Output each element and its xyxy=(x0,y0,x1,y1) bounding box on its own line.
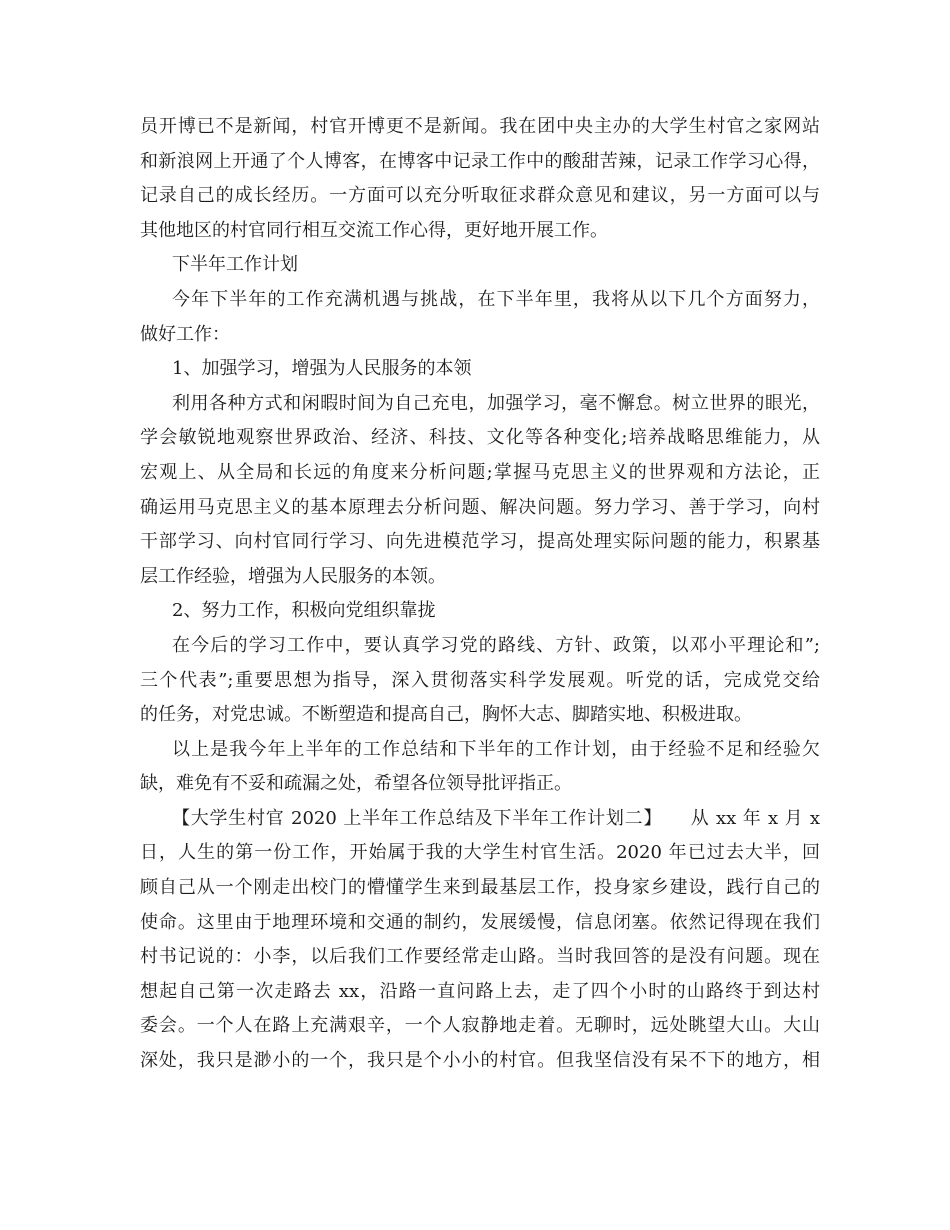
text-line: 层工作经验，增强为人民服务的本领。 xyxy=(140,565,446,587)
text-line: 以上是我今年上半年的工作总结和下半年的工作计划，由于经验不足和经验欠 xyxy=(172,738,820,760)
text-line: 下半年工作计划 xyxy=(172,254,298,276)
text-line: 员开博已不是新闻，村官开博更不是新闻。我在团中央主办的大学生村官之家网站 xyxy=(140,116,820,137)
text-line: 三个代表”;重要思想为指导，深入贯彻落实科学发展观。听党的话，完成党交给 xyxy=(140,669,820,691)
text-line: 村书记说的：小李，以后我们工作要经常走山路。当时我回答的是没有问题。现在 xyxy=(140,946,820,968)
text-line: 干部学习、向村官同行学习、向先进模范学习，提高处理实际问题的能力，积累基 xyxy=(140,531,820,553)
text-line: 和新浪网上开通了个人博客，在博客中记录工作中的酸甜苦辣，记录工作学习心得， xyxy=(140,150,820,172)
text-line: 【大学生村官 2020 上半年工作总结及下半年工作计划二】 从 xx 年 x 月 x xyxy=(172,807,820,829)
text-line: 深处，我只是渺小的一个，我只是个小小的村官。但我坚信没有呆不下的地方，相 xyxy=(140,1050,820,1072)
text-line: 缺，难免有不妥和疏漏之处，希望各位领导批评指正。 xyxy=(140,773,572,795)
text-line: 做好工作： xyxy=(140,323,230,345)
text-line: 利用各种方式和闲暇时间为自己充电，加强学习，毫不懈怠。树立世界的眼光， xyxy=(172,392,820,414)
text-line: 在今后的学习工作中，要认真学习党的路线、方针、政策，以邓小平理论和”; xyxy=(172,634,820,656)
text-line: 记录自己的成长经历。一方面可以充分听取征求群众意见和建议，另一方面可以与 xyxy=(140,185,820,207)
text-line: 确运用马克思主义的基本原理去分析问题、解决问题。努力学习、善于学习，向村 xyxy=(140,496,820,518)
text-line: 学会敏锐地观察世界政治、经济、科技、文化等各种变化;培养战略思维能力，从 xyxy=(140,427,820,449)
text-line: 宏观上、从全局和长远的角度来分析问题;掌握马克思主义的世界观和方法论，正 xyxy=(140,461,820,483)
text-line: 使命。这里由于地理环境和交通的制约，发展缓慢，信息闭塞。依然记得现在我们 xyxy=(140,911,820,933)
text-line: 今年下半年的工作充满机遇与挑战，在下半年里，我将从以下几个方面努力， xyxy=(172,288,820,310)
document-page xyxy=(140,110,820,1079)
text-line: 委会。一个人在路上充满艰辛，一个人寂静地走着。无聊时，远处眺望大山。大山 xyxy=(140,1015,820,1037)
text-line: 的任务，对党忠诚。不断塑造和提高自己，胸怀大志、脚踏实地、积极进取。 xyxy=(140,704,752,726)
text-line: 想起自己第一次走路去 xx，沿路一直问路上去，走了四个小时的山路终于到达村 xyxy=(140,980,820,1002)
document-body xyxy=(140,110,820,1079)
text-line: 2、努力工作，积极向党组织靠拢 xyxy=(172,600,436,622)
text-line: 其他地区的村官同行相互交流工作心得，更好地开展工作。 xyxy=(140,219,608,241)
text-line: 1、加强学习，增强为人民服务的本领 xyxy=(172,358,472,380)
text-line: 顾自己从一个刚走出校门的懵懂学生来到最基层工作，投身家乡建设，践行自己的 xyxy=(140,877,820,899)
text-line: 日，人生的第一份工作，开始属于我的大学生村官生活。2020 年已过去大半，回 xyxy=(140,842,820,864)
